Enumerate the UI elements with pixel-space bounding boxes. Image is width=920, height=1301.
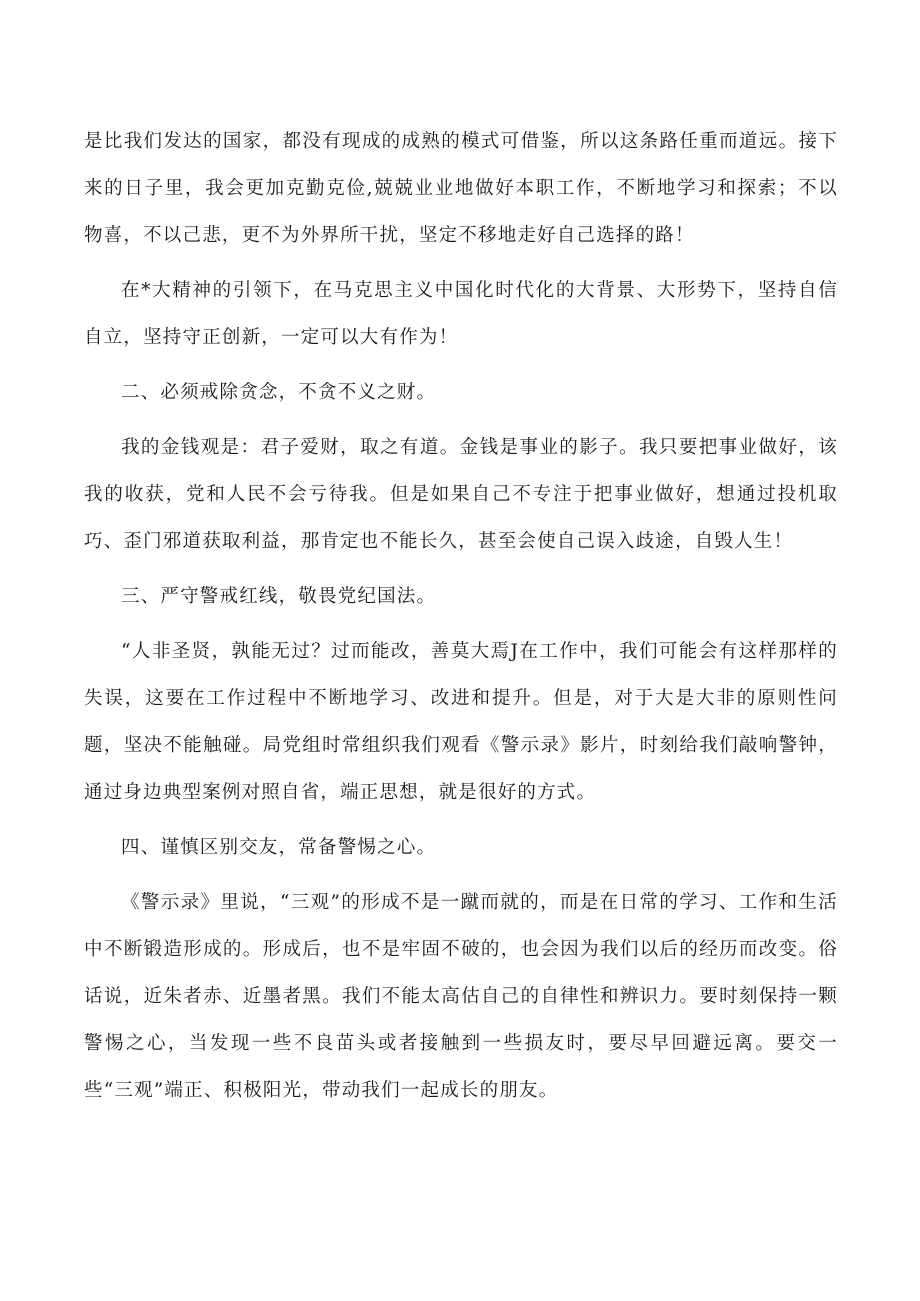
section-heading-4: 四、谨慎区别交友，常备警惕之心。 — [121, 837, 437, 858]
section-heading-2: 二、必须戒除贪念，不贪不义之财。 — [121, 382, 437, 403]
paragraph-money-view: 我的金钱观是：君子爱财，取之有道。金钱是事业的影子。我只要把事业做好，该我的收获，党和人民不会亏待我。但是如果自己不专注于把事业做好，想通过投机取巧、歪门邪道获取利益，那肯定也不能长久，甚至会使自己误入歧途，自毁人生！ — [84, 437, 838, 552]
paragraph-continuation: 是比我们发达的国家，都没有现成的成熟的模式可借鉴，所以这条路任重而道远。接下来的日子里，我会更加克勤克俭,兢兢业业地做好本职工作，不断地学习和探索；不以物喜，不以己悲，更不为外界所干扰，坚定不移地走好自己选择的路！ — [84, 131, 838, 246]
paragraph-spirit-guidance: 在*大精神的引领下，在马克思主义中国化时代化的大背景、大形势下，坚持自信自立，坚持守正创新，一定可以大有作为！ — [84, 280, 838, 348]
paragraph-discipline: “人非圣贤，孰能无过？过而能改，善莫大焉J在工作中，我们可能会有这样那样的失误，这要在工作过程中不断地学习、改进和提升。但是，对于大是大非的原则性问题，坚决不能触碰。局党组时常组织我们观看《警示录》影片，时刻给我们敲响警钟，通过身边典型案例对照自省，端正思想，就是很好的方式。 — [84, 641, 838, 803]
document-body — [84, 118, 838, 1122]
section-heading-3: 三、严守警戒红线，敬畏党纪国法。 — [121, 586, 437, 607]
paragraph-friendship: 《警示录》里说，“三观”的形成不是一蹴而就的，而是在日常的学习、工作和生活中不断锻造形成的。形成后，也不是牢固不破的，也会因为我们以后的经历而改变。俗话说，近朱者赤、近墨者黑。我们不能太高估自己的自律性和辨识力。要时刻保持一颗警惕之心，当发现一些不良苗头或者接触到一些损友时，要尽早回避远离。要交一些“三观”端正、积极阳光，带动我们一起成长的朋友。 — [84, 892, 838, 1101]
